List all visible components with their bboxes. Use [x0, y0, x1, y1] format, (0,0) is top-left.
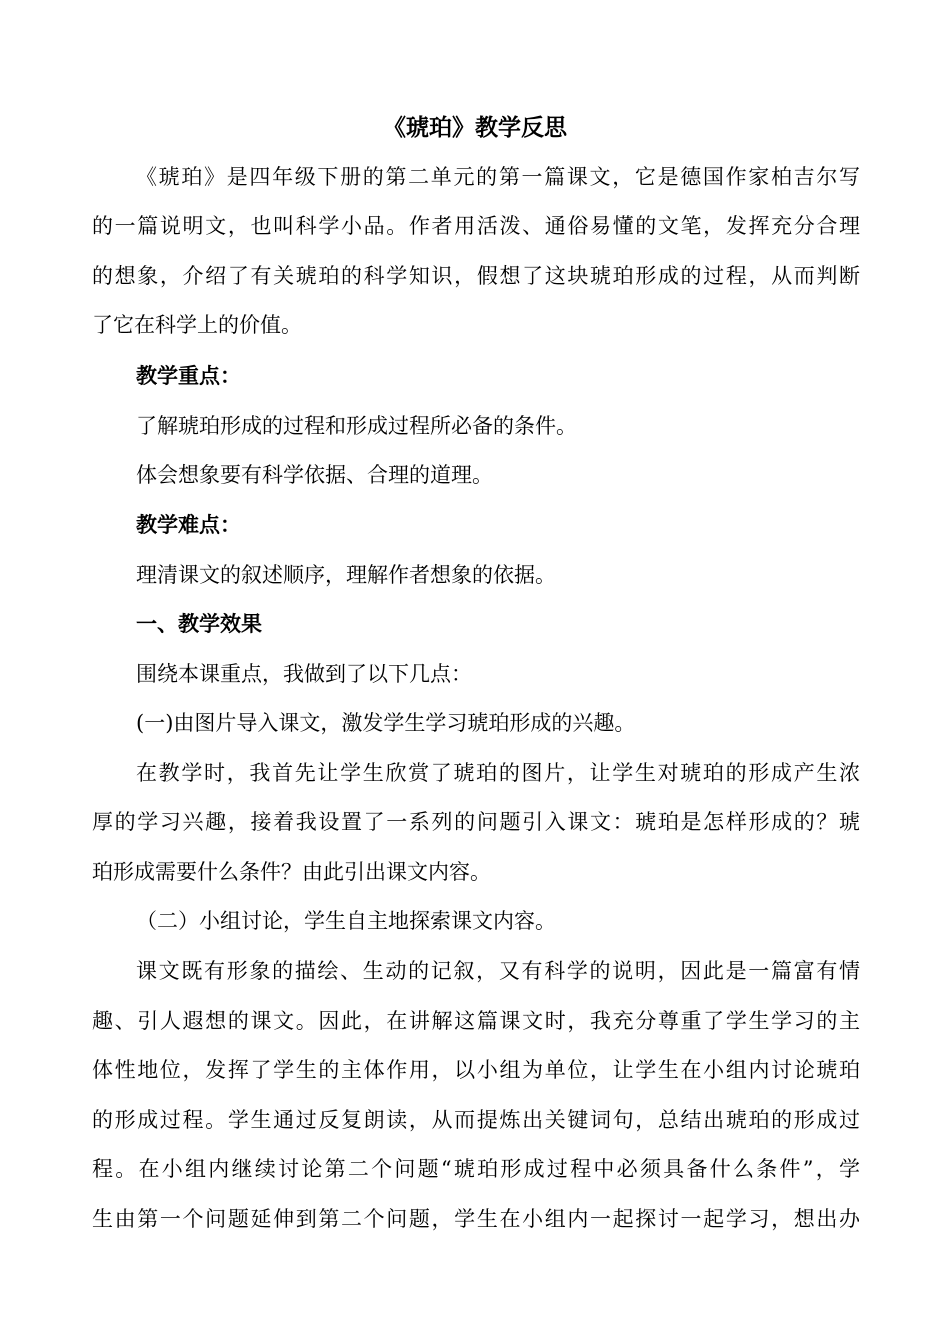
body-line: 在教学时，我首先让学生欣赏了琥珀的图片，让学生对琥珀的形成产生浓 [136, 761, 860, 785]
intro-line: 的一篇说明文，也叫科学小品。作者用活泼、通俗易懂的文笔，发挥充分合理 [92, 214, 860, 238]
subsection-heading: (一)由图片导入课文，激发学生学习琥珀形成的兴趣。 [136, 711, 636, 735]
body-line: 课文既有形象的描绘、生动的记叙，又有科学的说明，因此是一篇富有情 [136, 959, 860, 983]
intro-line: 《琥珀》是四年级下册的第二单元的第一篇课文，它是德国作家柏吉尔写 [136, 165, 860, 189]
body-line: 生由第一个问题延伸到第二个问题，学生在小组内一起探讨一起学习，想出办 [92, 1207, 860, 1231]
document-title: 《琥珀》教学反思 [383, 114, 567, 141]
body-line: 的形成过程。学生通过反复朗读，从而提炼出关键词句，总结出琥珀的形成过 [92, 1108, 860, 1132]
key-point-item: 了解琥珀形成的过程和形成过程所必备的条件。 [136, 414, 577, 438]
key-point-item: 体会想象要有科学依据、合理的道理。 [136, 463, 493, 487]
intro-line: 了它在科学上的价值。 [92, 313, 302, 337]
subsection-heading: （二）小组讨论，学生自主地探索课文内容。 [136, 909, 556, 933]
difficulty-item: 理清课文的叙述顺序，理解作者想象的依据。 [136, 563, 556, 587]
body-line: 趣、引人遐想的课文。因此，在讲解这篇课文时，我充分尊重了学生学习的主 [92, 1009, 860, 1033]
key-points-heading: 教学重点： [136, 363, 241, 388]
body-line: 体性地位，发挥了学生的主体作用，以小组为单位，让学生在小组内讨论琥珀 [92, 1058, 860, 1082]
intro-line: 的想象，介绍了有关琥珀的科学知识，假想了这块琥珀形成的过程，从而判断 [92, 264, 860, 288]
body-line: 程。在小组内继续讨论第二个问题“琥珀形成过程中必须具备什么条件”，学 [92, 1157, 860, 1181]
section-heading: 一、教学效果 [136, 611, 262, 636]
body-line: 珀形成需要什么条件？由此引出课文内容。 [92, 860, 491, 884]
section-lead: 围绕本课重点，我做到了以下几点： [136, 662, 472, 686]
difficulty-heading: 教学难点： [136, 512, 241, 537]
body-line: 厚的学习兴趣，接着我设置了一系列的问题引入课文：琥珀是怎样形成的？琥 [92, 810, 860, 834]
